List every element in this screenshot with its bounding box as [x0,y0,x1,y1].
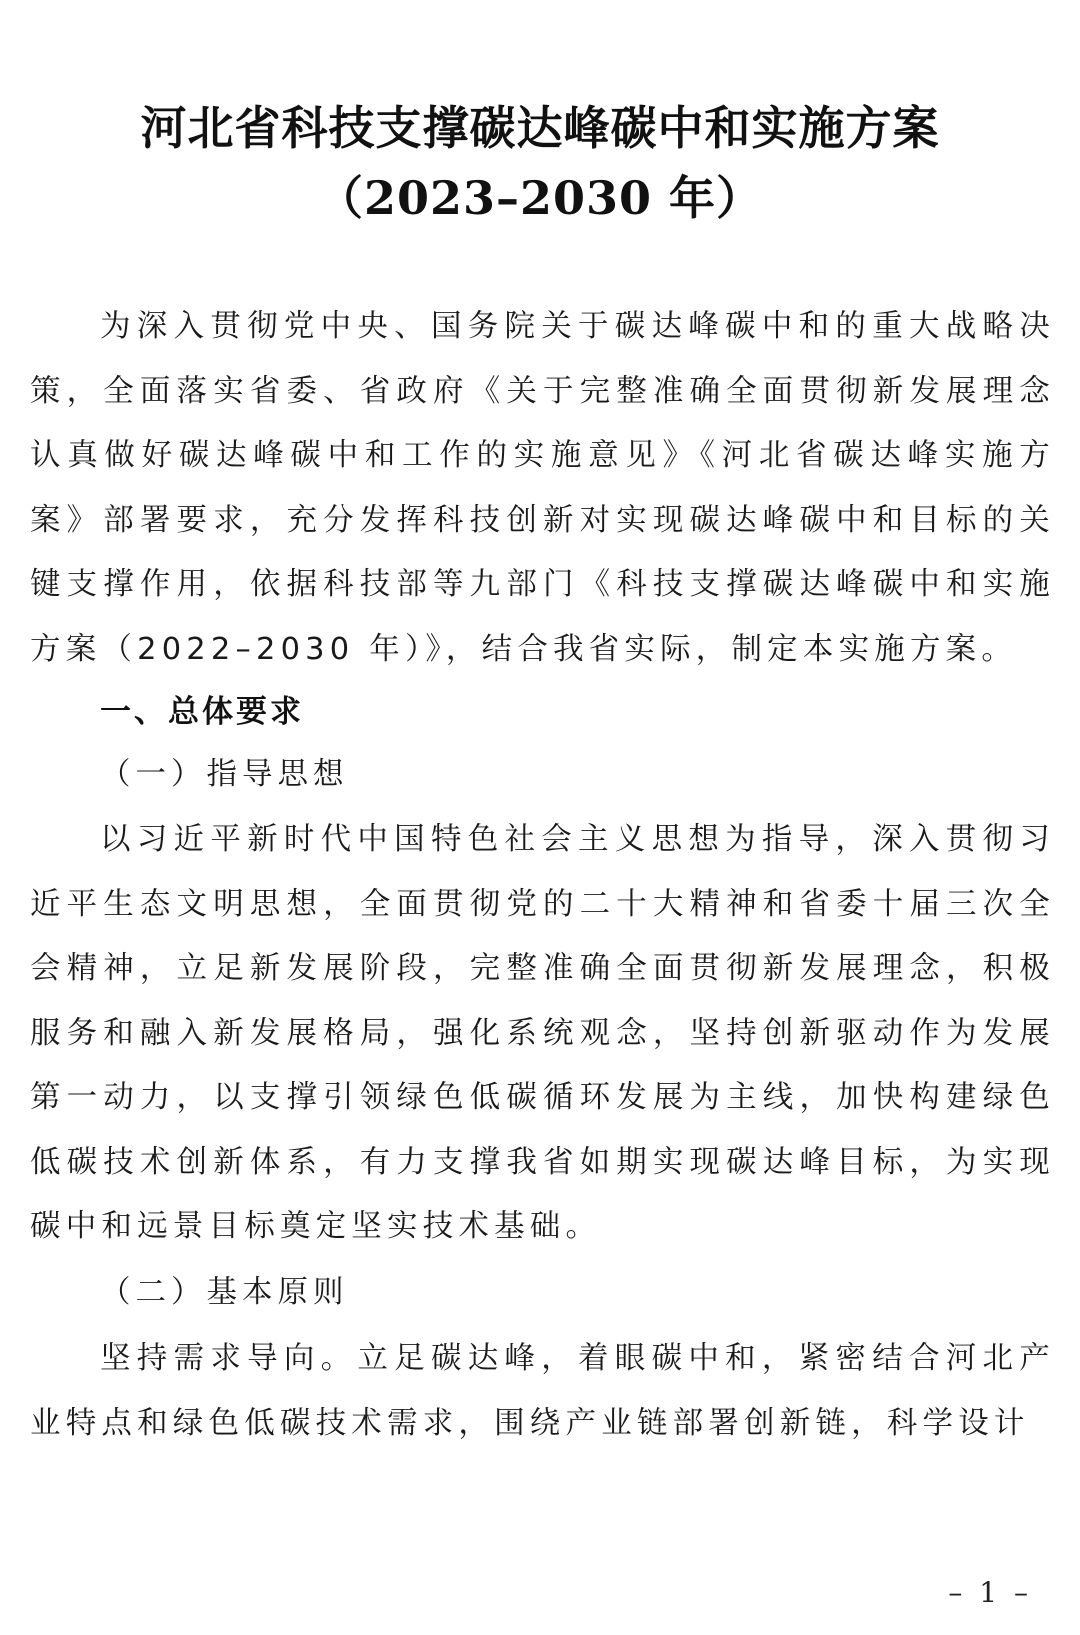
section-heading-general-requirements: 一、总体要求 [100,694,304,730]
document-title-years: （2023–2030 年） [316,171,764,225]
page-number: – 1 – [948,1576,1032,1609]
document-title: 河北省科技支撑碳达峰碳中和实施方案 [140,101,940,155]
subsection-heading-basic-principles: （二）基本原则 [100,1275,349,1310]
basic-principles-paragraph: 坚持需求导向。立足碳达峰，着眼碳中和，紧密结合河北产业特点和绿色低碳技术需求，围绕产业链部署创新链，科学设计 [30,1341,1055,1441]
subsection-heading-guiding-ideology: （一）指导思想 [100,757,349,792]
guiding-ideology-paragraph: 以习近平新时代中国特色社会主义思想为指导，深入贯彻习近平生态文明思想，全面贯彻党的二十大精神和省委十届三次全会精神，立足新发展阶段，完整准确全面贯彻新发展理念，积极服务和融入新发展格局，强化系统观念，坚持创新驱动作为发展第一动力，以支撑引领绿色低碳循环发展为主线，加快构建绿色低碳技术创新体系，有力支撑我省如期实现碳达峰目标，为实现碳中和远景目标奠定坚实技术基础。 [30,822,1055,1244]
intro-paragraph: 为深入贯彻党中央、国务院关于碳达峰碳中和的重大战略决策，全面落实省委、省政府《关于完整准确全面贯彻新发展理念认真做好碳达峰碳中和工作的实施意见》《河北省碳达峰实施方案》部署要求，充分发挥科技创新对实现碳达峰碳中和目标的关键支撑作用，依据科技部等九部门《科技支撑碳达峰碳中和实施方案（2022–2030 年）》，结合我省实际，制定本实施方案。 [30,309,1055,667]
